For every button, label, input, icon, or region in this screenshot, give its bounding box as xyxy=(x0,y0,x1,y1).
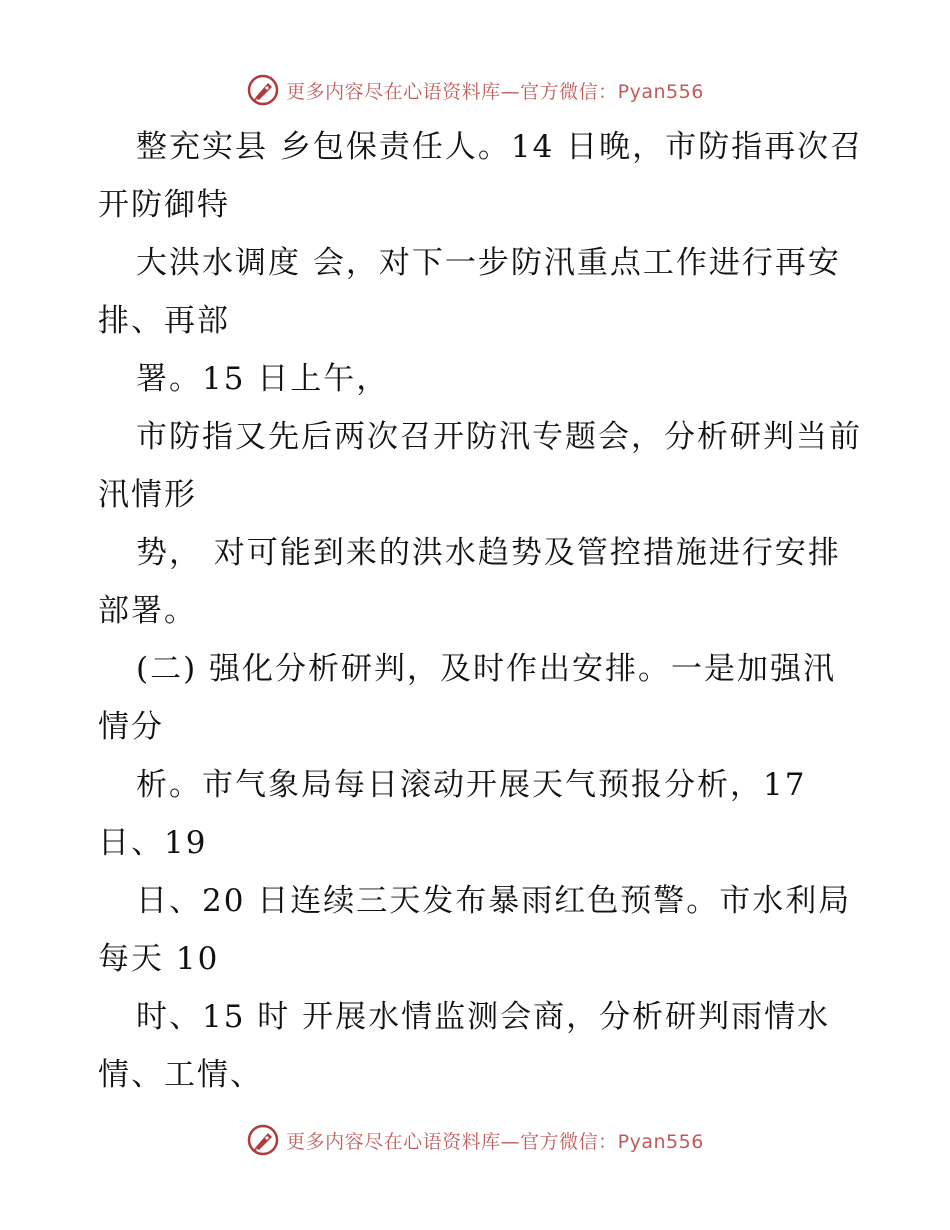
watermark-text: 更多内容尽在心语资料库—官方微信：Pyan556 xyxy=(286,80,704,103)
pen-nib-logo-icon xyxy=(246,1123,280,1157)
paragraph: 析。市气象局每日滚动开展天气预报分析，17 日、19 xyxy=(98,767,807,861)
pen-nib-logo-icon xyxy=(246,73,280,107)
paragraph: 大洪水调度 会，对下一步防汛重点工作进行再安排、再部 xyxy=(98,245,841,339)
paragraph: 势， 对可能到来的洪水趋势及管控措施进行安排部署。 xyxy=(98,535,841,629)
paragraph: 署。15 日上午， xyxy=(136,361,390,397)
document-body xyxy=(98,118,868,1104)
paragraph: 市防指又先后两次召开防汛专题会，分析研判当前汛情形 xyxy=(98,419,862,513)
footer-watermark xyxy=(0,1122,950,1158)
paragraph: 日、20 日连续三天发布暴雨红色预警。市水利局每天 10 xyxy=(98,883,852,977)
header-watermark xyxy=(0,72,950,108)
paragraph: 时、15 时 开展水情监测会商，分析研判雨情水情、工情、 xyxy=(98,999,831,1093)
paragraph: (二) 强化分析研判，及时作出安排。一是加强汛情分 xyxy=(98,651,837,745)
paragraph: 整充实县 乡包保责任人。14 日晚，市防指再次召开防御特 xyxy=(98,129,864,223)
watermark-text: 更多内容尽在心语资料库—官方微信：Pyan556 xyxy=(286,1130,704,1153)
